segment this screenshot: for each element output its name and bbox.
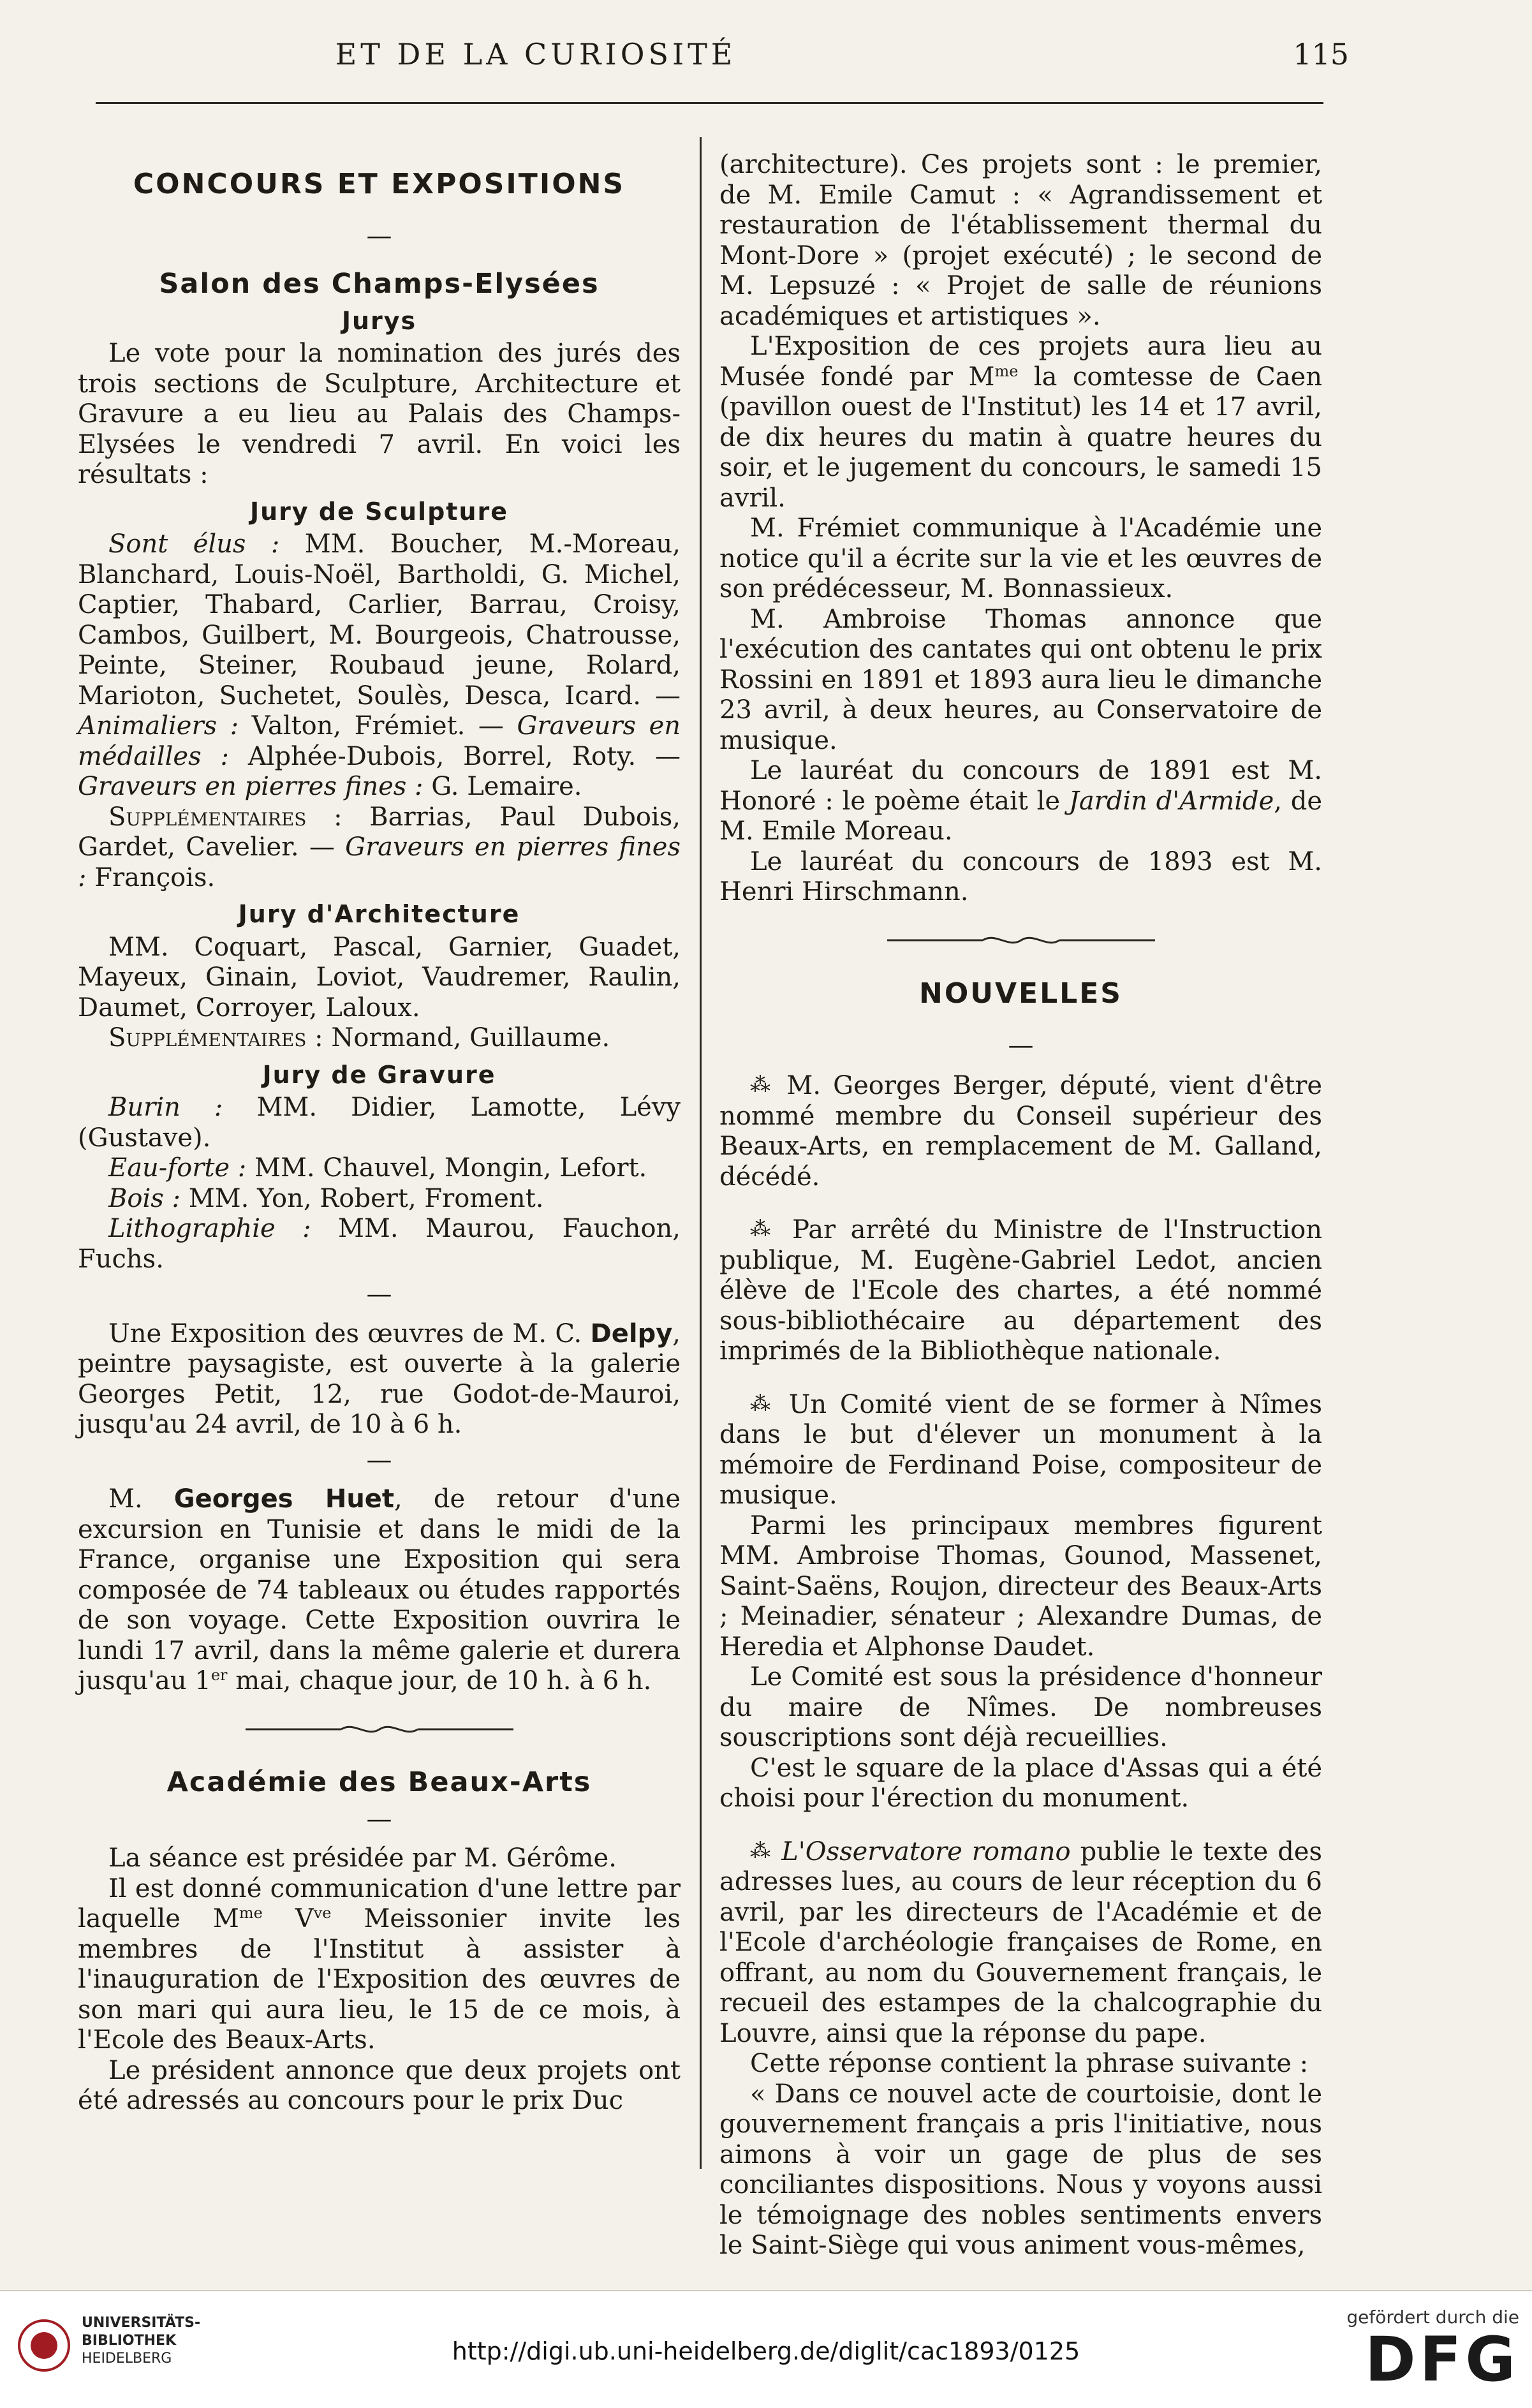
gravure-title: Jury de Gravure [262, 1060, 496, 1089]
separator-dash: — [1008, 1030, 1034, 1060]
right-column [719, 150, 1322, 2261]
news-item-nimes-members: Parmi les principaux membres figurent MM. Ambroise Thomas, Gounod, Massenet, Saint-Saëns, Roujon, directeur des Beaux-Arts ; Meinadier, sénateur ; Alexandre Dumas, de Heredia et Alphonse Daudet. [719, 1511, 1322, 1662]
news-item-nimes [719, 1389, 1322, 1511]
acad-p2-sup1: me [239, 1904, 263, 1922]
sculpture-text: MM. Boucher, M.-Moreau, Blanchard, Louis-Noël, Bartholdi, G. Michel, Captier, Thabard, Carlier, Barrau, Croisy, Cambos, Guilbert, M. Bourgeois, Chatrousse, Peinte, Steiner, Roubaud jeune, Rolard, Marioton, Suchetet, Soulès, Desca, Icard. — [78, 529, 681, 711]
huet-name: Georges Huet [173, 1484, 395, 1514]
supp-text: : Barrias, Paul Dubois, Gardet, Cavelier. — [78, 802, 681, 862]
left-column [78, 150, 681, 2116]
news-item-ledot [719, 1214, 1322, 1367]
intro-paragraph: Le vote pour la nomination des jurés des trois sections de Sculpture, Architecture et Gravure a eu lieu au Palais des Champs-Elysées le vendredi 7 avril. En voici les résultats : [78, 339, 681, 489]
news-item-nimes-comite: Le Comité est sous la présidence d'honneur du maire de Nîmes. De nombreuses souscriptions sont déjà recueillies. [719, 1662, 1322, 1752]
permalink-url[interactable]: http://digi.ub.uni-heidelberg.de/diglit/cac1893/0125 [452, 2337, 1080, 2365]
lithographie-label: Lithographie : [108, 1214, 311, 1243]
animaliers-label: Animaliers : [78, 711, 239, 741]
academie-paragraph-3: Le président annonce que deux projets ont été adressés au concours pour le prix Duc [78, 2055, 681, 2115]
separator-dash: — [366, 1280, 392, 1309]
supp-pierres-label: Graveurs en pierres fines : [78, 832, 681, 892]
bois-paragraph [78, 1184, 681, 1215]
sculpture-label: Sont élus : [108, 529, 280, 559]
ornament-flourish-icon [246, 1720, 513, 1739]
huet-end: mai, chaque jour, de 10 h. à 6 h. [227, 1666, 652, 1695]
supp-pierres-text: François. [94, 862, 216, 892]
continued-paragraph-6: Le lauréat du concours de 1893 est M. Henri Hirschmann. [719, 846, 1322, 906]
separator-dash: — [366, 1445, 392, 1475]
archi-supp-text: : Normand, Guillaume. [314, 1023, 610, 1053]
asterism-icon: ⁂ [750, 1838, 772, 1863]
sponsor-block [1328, 2307, 1519, 2402]
supp-label: Supplémentaires [108, 802, 307, 832]
asterism-icon: ⁂ [750, 1391, 776, 1415]
header-rule [96, 102, 1323, 104]
footer-bar [0, 2291, 1532, 2408]
ornament-divider [78, 1716, 681, 1747]
news-item-reponse: Cette réponse contient la phrase suivante : [750, 2049, 1309, 2078]
burin-label: Burin : [108, 1093, 223, 1122]
sponsor-caption: gefördert durch die [1346, 2307, 1519, 2328]
cont-p2-pre: L'Exposition de ces projets aura lieu au Musée fondé par M [719, 332, 1322, 392]
medailles-label: Graveurs en médailles : [78, 711, 681, 771]
academie-title: Académie des Beaux-Arts [166, 1766, 592, 1798]
animaliers-text: Valton, Frémiet. — [251, 711, 504, 741]
cont-p5-italic: Jardin d'Armide [1068, 786, 1274, 816]
news-text: Un Comité vient de se former à Nîmes dans le but d'élever un monument à la mémoire de Ferdinand Poise, compositeur de musique. [719, 1389, 1323, 1510]
osservatore-title: L'Osservatore romano [781, 1836, 1071, 1866]
asterism-icon: ⁂ [750, 1216, 777, 1241]
spacer [719, 1192, 1322, 1214]
sculpture-paragraph [78, 529, 681, 802]
news-item-osservatore [719, 1836, 1322, 2050]
section-title-concours: CONCOURS ET EXPOSITIONS [133, 168, 626, 200]
running-head [73, 31, 1349, 75]
burin-paragraph [78, 1093, 681, 1153]
news-item-quote: « Dans ce nouvel acte de courtoisie, dont le gouvernement français a pris l'initiative, nous aimons à voir un gage de plus de ses conciliantes dispositions. Nous y voyons aussi le témoignage des nobles sentiments envers le Saint-Siège qui vous animent vous-mêmes, [719, 2079, 1322, 2260]
pierres-text: G. Lemaire. [431, 772, 582, 801]
continued-paragraph-3: M. Frémiet communique à l'Académie une notice qu'il a écrite sur la vie et les œuvres de son prédécesseur, M. Bonnassieux. [719, 513, 1322, 603]
acad-p2-sup2: ve [313, 1904, 332, 1922]
delpy-paragraph [78, 1319, 681, 1440]
running-title: ET DE LA CURIOSITÉ [335, 37, 737, 71]
pierres-label: Graveurs en pierres fines : [78, 772, 424, 801]
sculpture-title: Jury de Sculpture [249, 497, 509, 526]
eau-forte-text: MM. Chauvel, Mongin, Lefort. [254, 1153, 647, 1183]
cont-p2-sup: me [994, 362, 1019, 380]
dfg-logo: DFG [1364, 2324, 1519, 2395]
lithographie-paragraph [78, 1214, 681, 1274]
delpy-name: Delpy [590, 1318, 673, 1348]
architecture-paragraph: MM. Coquart, Pascal, Garnier, Guadet, Mayeux, Ginain, Loviot, Vaudremer, Raulin, Daumet, Corroyer, Laloux. [78, 932, 681, 1023]
huet-paragraph [78, 1484, 681, 1697]
separator-dash: — [366, 221, 392, 251]
news-item-nimes-square: C'est le square de la place d'Assas qui a été choisi pour l'érection du monument. [719, 1753, 1322, 1813]
news-item-berger [719, 1070, 1322, 1192]
acad-p2-post: Meissonier invite les membres de l'Institut à assister à l'inauguration de l'Exposition des œuvres de son mari qui aura lieu, le 15 de ce mois, à l'Ecole des Beaux-Arts. [78, 1904, 681, 2055]
bois-label: Bois : [108, 1183, 180, 1213]
academie-paragraph-2 [78, 1874, 681, 2056]
huet-pre: M. [108, 1484, 143, 1514]
spacer [719, 1814, 1322, 1836]
huet-sup: er [210, 1666, 228, 1684]
architecture-title: Jury d'Architecture [238, 900, 520, 928]
spacer [719, 1367, 1322, 1389]
acad-p2-mid: V [262, 1904, 314, 1933]
page-number: 115 [1293, 37, 1349, 71]
continued-paragraph-4: M. Ambroise Thomas annonce que l'exécution des cantates qui ont obtenu le prix Rossini en 1891 et 1893 aura lieu le dimanche 23 avril, à deux heures, au Conservatoire de musique. [719, 604, 1322, 755]
burin-text: MM. Didier, Lamotte, Lévy (Gustave). [78, 1093, 681, 1153]
nouvelles-title: NOUVELLES [919, 977, 1123, 1010]
lithographie-text: MM. Maurou, Fauchon, Fuchs. [78, 1214, 681, 1274]
ornament-divider [719, 927, 1322, 957]
continued-paragraph-2 [719, 332, 1322, 513]
supplementaires-paragraph [78, 802, 681, 894]
delpy-post: , peintre paysagiste, est ouverte à la galerie Georges Petit, 12, rue Godot-de-Mauroi, jusqu'au 24 avril, de 10 à 6 h. [78, 1318, 681, 1439]
archi-supp-label: Supplémentaires [108, 1023, 307, 1053]
library-line-1: UNIVERSITÄTS- [82, 2315, 201, 2331]
library-line-2: BIBLIOTHEK [82, 2333, 177, 2349]
cont-p5-pre: Le lauréat du concours de 1891 est M. Honoré : le poème était le [719, 756, 1322, 816]
news-text: publie le texte des adresses lues, au cours de leur réception du 6 avril, par les directeurs de l'Académie et de l'Ecole d'archéologie françaises de Rome, en offrant, au nom du Gouvernement français, le recueil des estampes de la chalcographie du Louvre, ainsi que la réponse du pape. [719, 1836, 1323, 2048]
architecture-supp-paragraph [78, 1023, 681, 1054]
asterism-icon: ⁂ [750, 1072, 775, 1097]
news-text: Par arrêté du Ministre de l'Instruction publique, M. Eugène-Gabriel Ledot, ancien élève de l'Ecole des chartes, a été nommé sous-bibliothécaire au département des imprimés de la Bibliothèque nationale. [719, 1215, 1322, 1366]
cont-p5-post: , de M. Emile Moreau. [719, 786, 1322, 846]
delpy-pre: Une Exposition des œuvres de M. C. [108, 1318, 582, 1348]
eau-forte-paragraph [78, 1153, 681, 1184]
salon-title: Salon des Champs-Elysées [159, 268, 600, 300]
jurys-title: Jurys [341, 306, 417, 335]
eau-forte-label: Eau-forte : [108, 1153, 247, 1183]
huet-post: , de retour d'une excursion en Tunisie et dans le midi de la France, organise une Exposition qui sera composée de 74 tableaux ou études rapportés de son voyage. Cette Exposition ouvrira le lundi 17 avril, dans la même galerie et durera jusqu'au 1 [78, 1484, 681, 1695]
bois-text: MM. Yon, Robert, Froment. [188, 1183, 544, 1213]
column-divider [700, 137, 702, 2169]
cont-p2-post: la comtesse de Caen (pavillon ouest de l'Institut) les 14 et 17 avril, de dix heures du matin à quatre heures du soir, et le jugement du concours, le samedi 15 avril. [719, 362, 1322, 513]
library-line-3: HEIDELBERG [82, 2351, 172, 2367]
news-text: M. Georges Berger, député, vient d'être nommé membre du Conseil supérieur des Beaux-Arts, en remplacement de M. Galland, décédé. [719, 1071, 1323, 1192]
acad-p2-pre: Il est donné communication d'une lettre par laquelle M [78, 1873, 681, 1933]
continued-paragraph-1: (architecture). Ces projets sont : le premier, de M. Emile Camut : « Agrandissement et restauration de l'établissement thermal du Mont-Dore » (projet exécuté) ; le second de M. Lepsuzé : « Projet de salle de réunions académiques et artistiques ». [719, 150, 1322, 331]
academie-paragraph-1: La séance est présidée par M. Gérôme. [108, 1843, 617, 1873]
continued-paragraph-5 [719, 756, 1322, 847]
separator-dash: — [366, 1804, 392, 1834]
medailles-text: Alphée-Dubois, Borrel, Roty. — [247, 741, 681, 771]
ornament-flourish-icon [887, 931, 1155, 950]
